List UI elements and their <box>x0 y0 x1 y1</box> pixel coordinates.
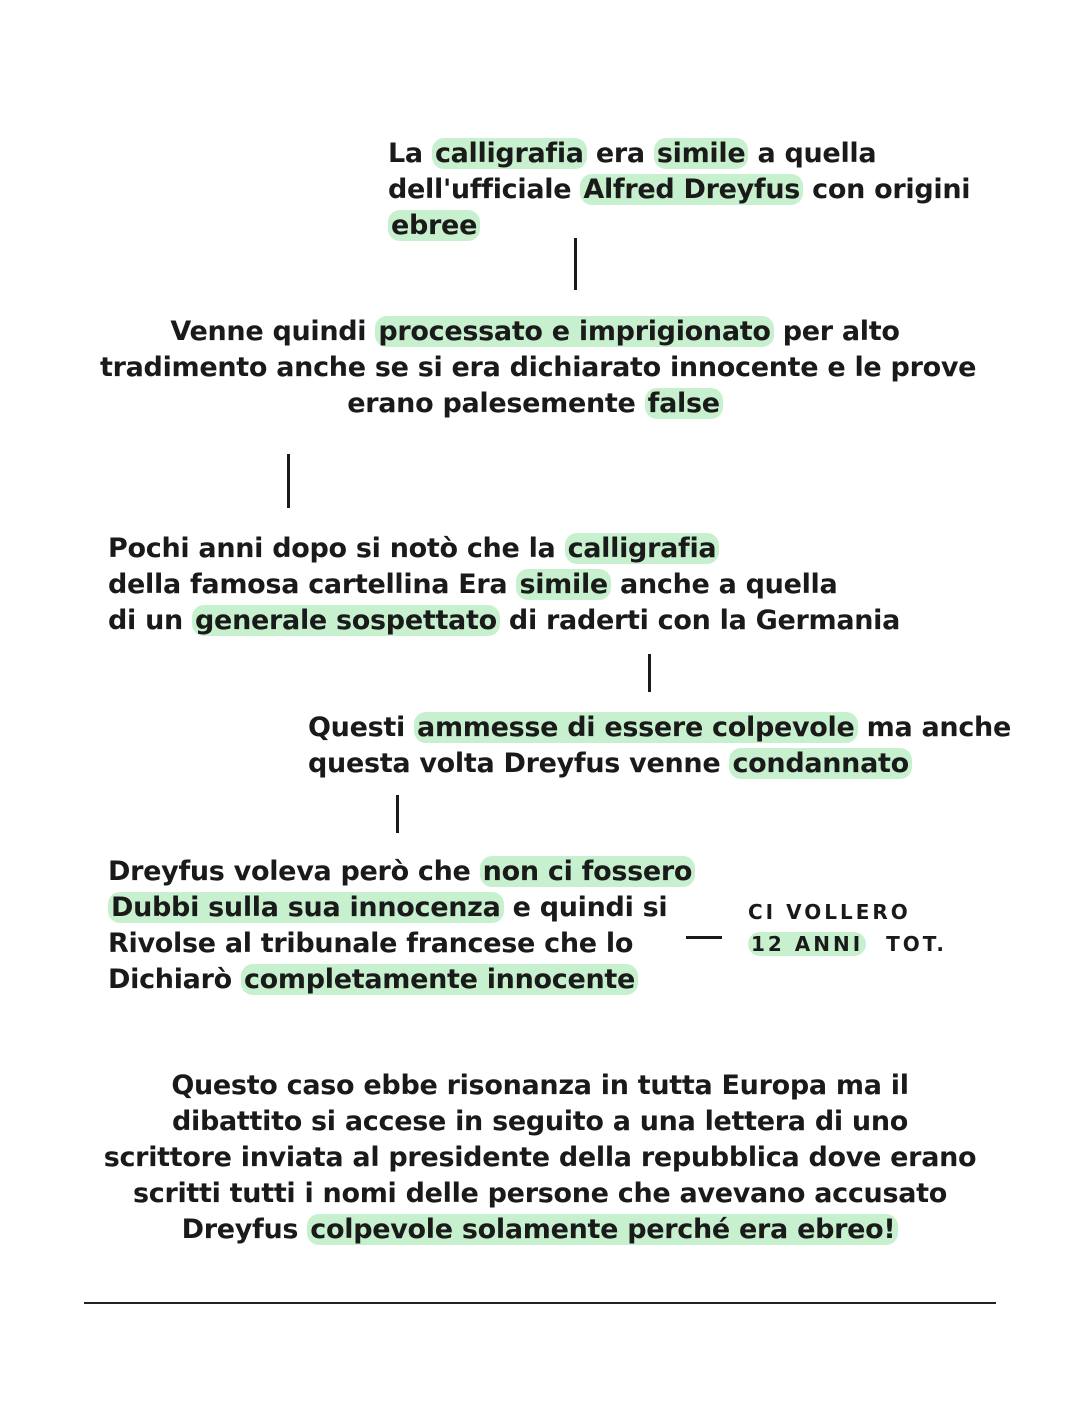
highlighted-text: condannato <box>729 748 911 779</box>
text-fragment: Dichiarò <box>108 964 241 995</box>
text-block-confession <box>308 710 1011 782</box>
text-line <box>108 603 900 639</box>
connector-line <box>648 654 651 692</box>
text-fragment: Dreyfus voleva però che <box>108 856 480 887</box>
text-line <box>308 710 1011 746</box>
text-fragment: con origini <box>803 174 971 205</box>
highlighted-text: completamente innocente <box>241 964 638 995</box>
text-fragment: Questi <box>308 712 415 743</box>
text-fragment: TOT. <box>886 932 947 956</box>
text-block-acquittal <box>108 854 695 998</box>
highlighted-text: Alfred Dreyfus <box>580 174 803 205</box>
text-fragment: dell'ufficiale <box>388 174 581 205</box>
text-fragment: di raderti con la Germania <box>499 605 901 636</box>
text-line <box>108 962 695 998</box>
text-fragment: e quindi si <box>503 892 668 923</box>
text-fragment: di un <box>108 605 193 636</box>
text-line <box>108 890 695 926</box>
text-line <box>108 926 695 962</box>
text-fragment: a quella <box>748 138 877 169</box>
text-fragment: Questo caso ebbe risonanza in tutta Europa ma il <box>171 1070 909 1101</box>
note-line: CI VOLLERO <box>748 900 911 924</box>
text-fragment: questa volta Dreyfus venne <box>308 748 730 779</box>
highlighted-text: false <box>645 388 723 419</box>
text-block-calligraphy <box>388 136 970 244</box>
note-line <box>748 928 947 960</box>
highlighted-text: ebree <box>388 210 480 241</box>
text-line <box>388 136 970 172</box>
highlighted-text: simile <box>516 569 610 600</box>
text-fragment: dibattito si accese in seguito a una lettera di uno <box>171 1106 908 1137</box>
highlighted-text: simile <box>654 138 748 169</box>
text-line <box>100 386 970 422</box>
text-fragment: della famosa cartellina Era <box>108 569 517 600</box>
text-fragment: Rivolse al tribunale francese che lo <box>108 928 634 959</box>
text-fragment: per alto <box>773 316 900 347</box>
highlighted-text: processato e imprigionato <box>375 316 773 347</box>
text-fragment: tradimento anche se si era dichiarato innocente e le prove <box>100 352 977 383</box>
text-fragment: Pochi anni dopo si notò che la <box>108 533 565 564</box>
highlighted-text: 12 ANNI <box>748 932 866 956</box>
highlighted-text: calligrafia <box>565 533 720 564</box>
text-line <box>308 746 1011 782</box>
dash-line <box>686 936 722 939</box>
highlighted-text: calligrafia <box>432 138 587 169</box>
text-line <box>388 172 970 208</box>
highlighted-text: ammesse di essere colpevole <box>414 712 858 743</box>
text-line <box>100 350 977 386</box>
text-fragment: Dreyfus <box>181 1214 308 1245</box>
text-line <box>108 854 695 890</box>
text-block-europe <box>100 1068 980 1248</box>
text-fragment: ma anche <box>857 712 1011 743</box>
text-line <box>100 1176 980 1212</box>
text-fragment: scrittore inviata al presidente della repubblica dove erano <box>103 1142 977 1173</box>
text-fragment: La <box>388 138 432 169</box>
text-line <box>108 567 900 603</box>
highlighted-text: Dubbi sulla sua innocenza <box>108 892 504 923</box>
text-line <box>100 1140 980 1176</box>
connector-line <box>287 454 290 508</box>
highlighted-text: generale sospettato <box>192 605 500 636</box>
highlighted-text: colpevole solamente perché era ebreo! <box>307 1214 898 1245</box>
text-fragment: Venne quindi <box>170 316 376 347</box>
text-fragment: era <box>586 138 654 169</box>
page-divider <box>84 1302 996 1304</box>
text-line <box>100 314 970 350</box>
text-line <box>100 1212 980 1248</box>
text-fragment: erano palesemente <box>347 388 645 419</box>
highlighted-text: non ci fossero <box>480 856 695 887</box>
text-line <box>100 1104 980 1140</box>
connector-line <box>574 238 577 290</box>
text-block-trial <box>100 314 977 422</box>
text-fragment: anche a quella <box>610 569 838 600</box>
connector-line <box>396 795 399 833</box>
side-note <box>748 896 947 960</box>
text-line <box>388 208 970 244</box>
text-fragment: scritti tutti i nomi delle persone che avevano accusato <box>132 1178 948 1209</box>
text-block-discovery <box>108 531 900 639</box>
text-line <box>108 531 900 567</box>
text-line <box>100 1068 980 1104</box>
